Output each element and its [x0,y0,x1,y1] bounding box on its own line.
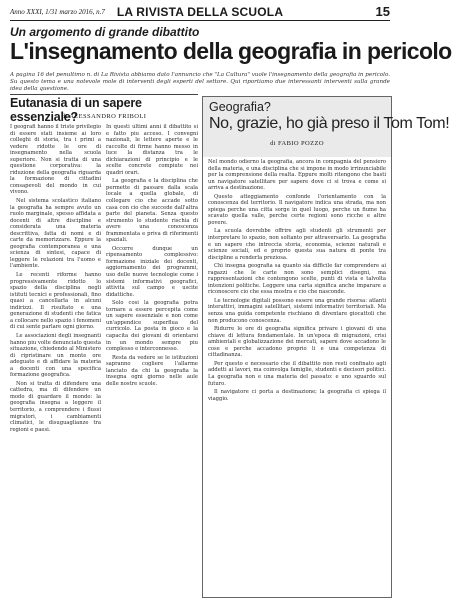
paragraph: Questo atteggiamento confonde l'orientamento con la conoscenza del territorio. Il navigatore indica una strada, ma non spiega perche una citta sorge in quel luogo, perche un fiume ha scavato quella valle, perche certe regioni sono ricche e altre povere. [208,193,386,226]
paragraph: Resta da vedere se le istituzioni sapranno cogliere l'allarme lanciato da chi la geografia la insegna ogni giorno nelle aule delle nostre scuole. [106,354,198,387]
paragraph: Per questo e necessario che il dibattito non resti confinato agli addetti ai lavori, ma coinvolga famiglie, studenti e decisori politici. La geografia non e una materia del passato: e uno sguardo sul futuro. [208,360,386,387]
paragraph: Chi insegna geografia sa quanto sia difficile far comprendere ai ragazzi che le carte non sono semplici disegni, ma rappresentazioni che contengono scelte, punti di vista e talvolta intenzioni politiche. Leggere una carta significa anche imparare a riconoscere cio che essa mostra e cio che nasconde. [208,263,386,296]
article-headline: L'insegnamento della geografia in pericolo [10,38,452,64]
left-article-title: Eutanasia di un sapere essenziale? [10,96,142,124]
left-article-byline: di ALESSANDRO FRIBOLI [61,113,147,120]
sidebar-text [208,159,386,593]
section-rule [10,94,198,95]
page-header [10,4,390,21]
paragraph: Ridurre le ore di geografia significa privare i giovani di una chiave di lettura fondamentale. In un'epoca di migrazioni, crisi ambientali e globalizzazione dei mercati, sapere dove accadono le cose e perche accadono proprio li e una competenza di cittadinanza. [208,326,386,359]
paragraph: Solo cosi la geografia potra tornare a essere percepita come un sapere essenziale e non come un'appendice superflua del curricolo. La posta in gioco e la capacita dei giovani di orientarsi in un mondo sempre piu complesso e interconnesso. [106,300,198,353]
paragraph: Occorre dunque un ripensamento complessivo: formazione iniziale dei docenti, aggiornamento dei programmi, uso delle nuove tecnologie come i sistemi informativi geografici, attivita sul campo e uscite didattiche. [106,245,198,298]
paragraph: I geografi hanno il triste privilegio di essere stati insieme ai loro colleghi di storia, tra i primi a vedere ridotte le ore di insegnamento nella scuola superiore. Non si tratta di una questione corporativa: la riduzione della geografia riguarda la formazione di cittadini consapevoli del mondo in cui vivono. [10,124,101,196]
article-column-2 [106,124,198,596]
paragraph: In questi ultimi anni il dibattito si e fatto piu acceso. I convegni nazionali, le lettere aperte e le raccolte di firme hanno messo in luce la distanza tra le dichiarazioni di principio e le scelte concrete compiute nei quadri orari. [106,124,198,176]
page-number: 15 [375,4,390,19]
paragraph: La geografia e la disciplina che permette di passare dalla scala locale a quella globale, di collegare cio che accade sotto casa con cio che succede dall'altra parte del pianeta. Senza questo strumento lo studente rischia di avere una conoscenza frammentata e priva di riferimenti spaziali. [106,178,198,244]
paragraph: Il navigatore ci porta a destinazione; la geografia ci spiega il viaggio. [208,389,386,402]
sidebar-box [202,96,450,598]
article-lead: A pagina 16 del penultimo n. di La Rivista abbiamo dato l'annuncio che "La Cultura" vuole l'insegnamento della geografia in pericolo. Su questo tema e una notevole mole di interventi degli esperti del settore. Qui riportiamo due interessanti interventi sulla grande idea della questione. [10,72,390,92]
article-column-1 [10,124,101,596]
paragraph: Non si tratta di difendere una cattedra, ma di difendere un modo di guardare il mondo: la geografia insegna a leggere il territorio, a comprendere i flussi migratori, i cambiamenti climatici, le disuguaglianze tra regioni e paesi. [10,380,101,433]
paragraph: Le recenti riforme hanno progressivamente ridotto lo spazio della disciplina negli istituti tecnici e professionali, fino quasi a cancellarla in alcuni indirizzi. Il risultato e una generazione di studenti che fatica a collocare nello spazio i fenomeni di cui sente parlare ogni giorno. [10,272,101,331]
article-kicker: Un argomento di grande dibattito [10,25,200,39]
paragraph: Le tecnologie digitali possono essere una grande risorsa: atlanti interattivi, immagini satellitari, sistemi informativi territoriali. Ma senza una guida competente rischiano di diventare giocattoli che non producono conoscenza. [208,297,386,324]
paragraph: Nel sistema scolastico italiano la geografia ha sempre avuto un ruolo marginale, spesso affidata a docenti di altre discipline e considerata una materia descrittiva, fatta di nomi e di carte da memorizzare. Eppure la geografia contemporanea e una scienza di sintesi, capace di leggere le relazioni tra l'uomo e l'ambiente. [10,198,101,270]
issue-info: Anno XXXI, 1/31 marzo 2016, n.7 [10,8,105,16]
sidebar-title-line2: No, grazie, ho già preso il Tom Tom! [209,115,450,132]
paragraph: Nel mondo odierno la geografia, ancora in compagnia del pensiero della materia, e una disciplina che si impone in modo irrinunciabile per la comprensione della realta. Eppure molti ritengono che basti un navigatore satellitare per sapere dove ci si trova e come si arriva a destinazione. [208,159,386,192]
sidebar-title-line1: Geografia? [209,100,271,114]
magazine-title: LA RIVISTA DELLA SCUOLA [116,5,284,19]
paragraph: La scuola dovrebbe offrire agli studenti gli strumenti per interpretare lo spazio, non soltanto per attraversarlo. La geografia e un sapere che intreccia storia, economia, scienze naturali e scienze sociali, ed e proprio questa sua natura di ponte tra discipline a renderla preziosa. [208,228,386,261]
paragraph: Le associazioni degli insegnanti hanno piu volte denunciato questa situazione, chiedendo al Ministero di ripristinare un monte ore adeguato e di affidare la materia a docenti con una specifica formazione geografica. [10,332,101,379]
sidebar-byline: di FABIO POZZO [270,140,324,147]
